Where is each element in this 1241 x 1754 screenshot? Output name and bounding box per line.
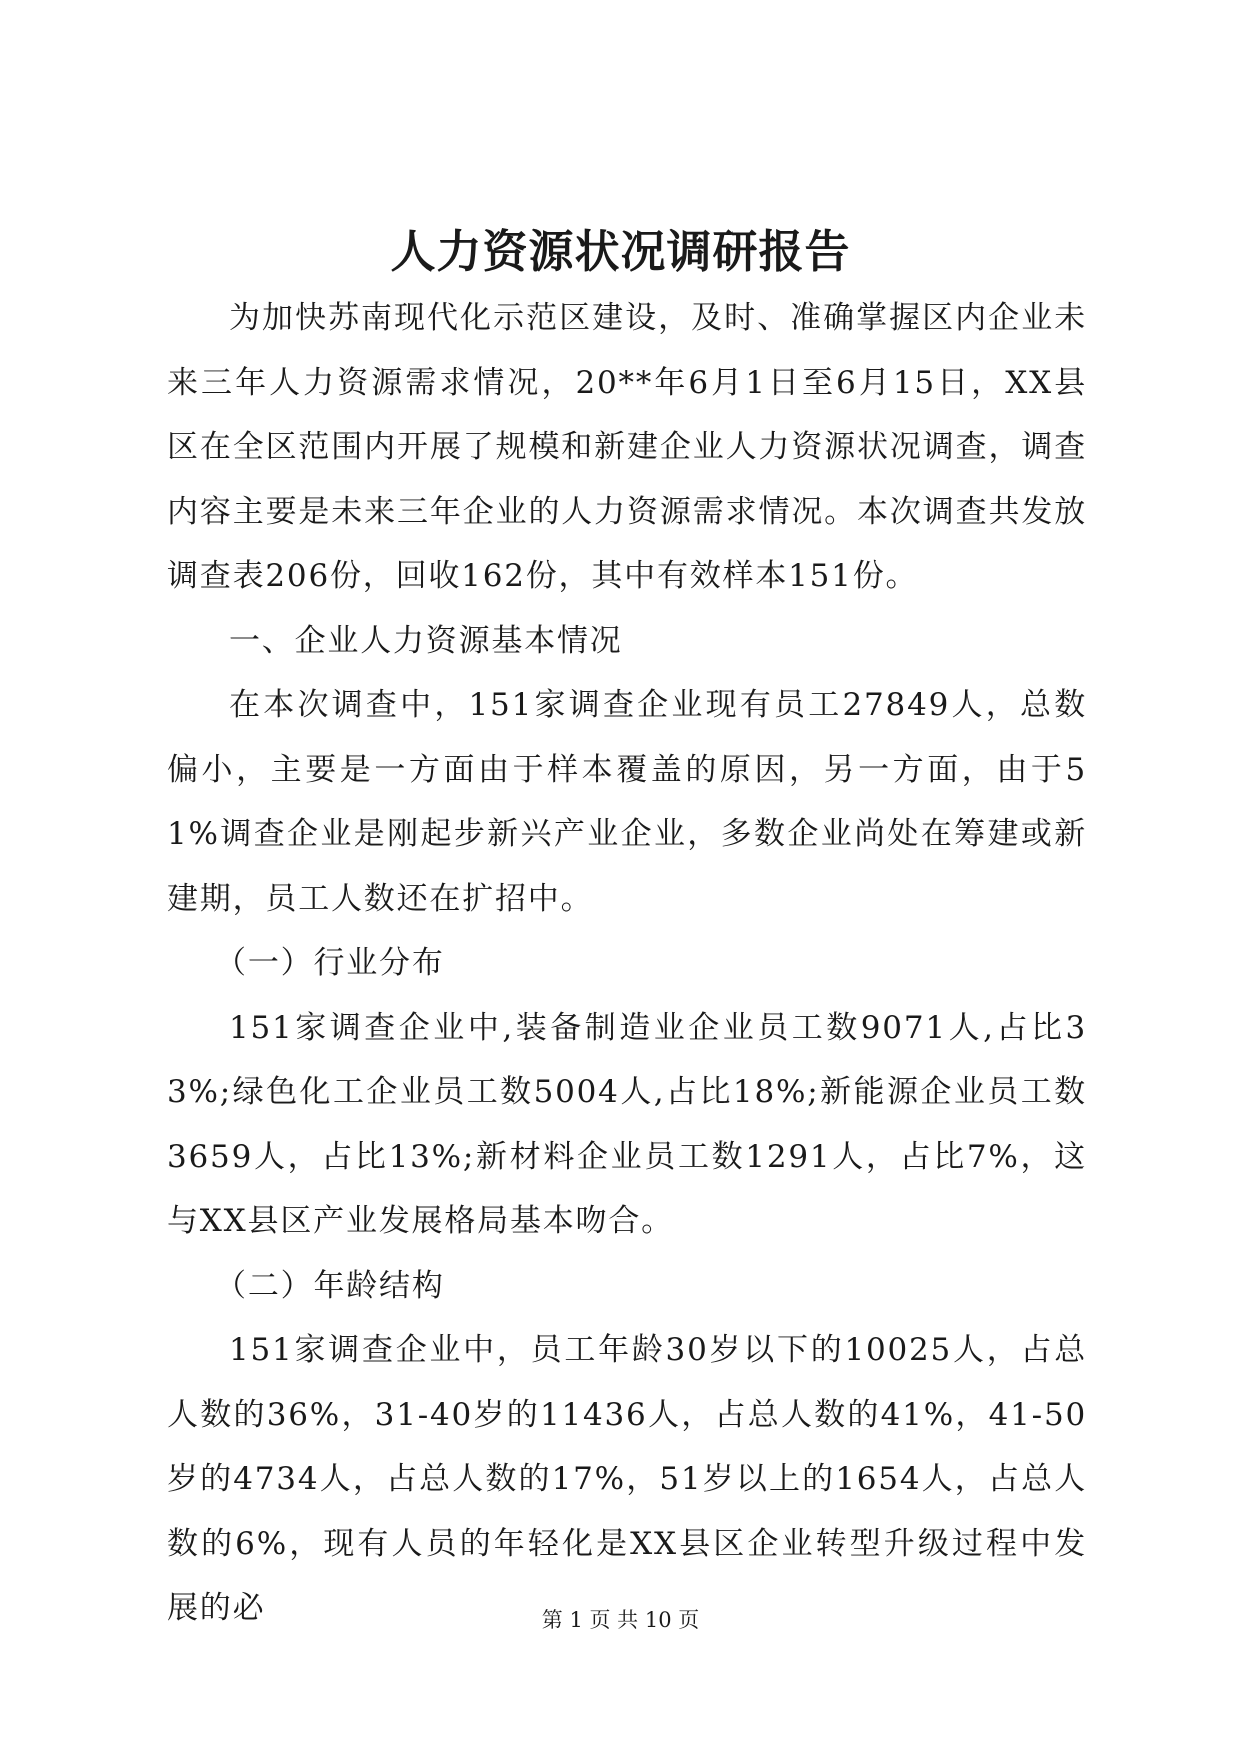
document-body xyxy=(167,286,1087,1641)
industry-paragraph: 151家调查企业中,装备制造业企业员工数9071人,占比33%;绿色化工企业员工数5004人,占比18%;新能源企业员工数3659人，占比13%;新材料企业员工数1291人，占比7%，这与XX县区产业发展格局基本吻合。 xyxy=(167,1009,1087,1239)
intro-paragraph: 为加快苏南现代化示范区建设，及时、准确掌握区内企业未来三年人力资源需求情况，20**年6月1日至6月15日，XX县区在全区范围内开展了规模和新建企业人力资源状况调查，调查内容主要是未来三年企业的人力资源需求情况。本次调查共发放调查表206份，回收162份，其中有效样本151份。 xyxy=(167,300,1087,594)
subsection-heading-age: （二）年龄结构 xyxy=(215,1267,445,1304)
basic-info-paragraph: 在本次调查中，151家调查企业现有员工27849人，总数偏小，主要是一方面由于样本覆盖的原因，另一方面，由于51%调查企业是刚起步新兴产业企业，多数企业尚处在筹建或新建期，员工人数还在扩招中。 xyxy=(167,687,1087,917)
age-paragraph: 151家调查企业中，员工年龄30岁以下的10025人，占总人数的36%，31-40岁的11436人，占总人数的41%，41-50岁的4734人，占总人数的17%，51岁以上的1654人，占总人数的6%，现有人员的年轻化是XX县区企业转型升级过程中发展的必 xyxy=(167,1332,1087,1626)
page-number-footer: 第 1 页 共 10 页 xyxy=(541,1608,700,1632)
document-title: 人力资源状况调研报告 xyxy=(390,225,851,278)
section-heading-basic-info: 一、企业人力资源基本情况 xyxy=(229,622,623,659)
subsection-heading-industry: （一）行业分布 xyxy=(215,945,445,981)
